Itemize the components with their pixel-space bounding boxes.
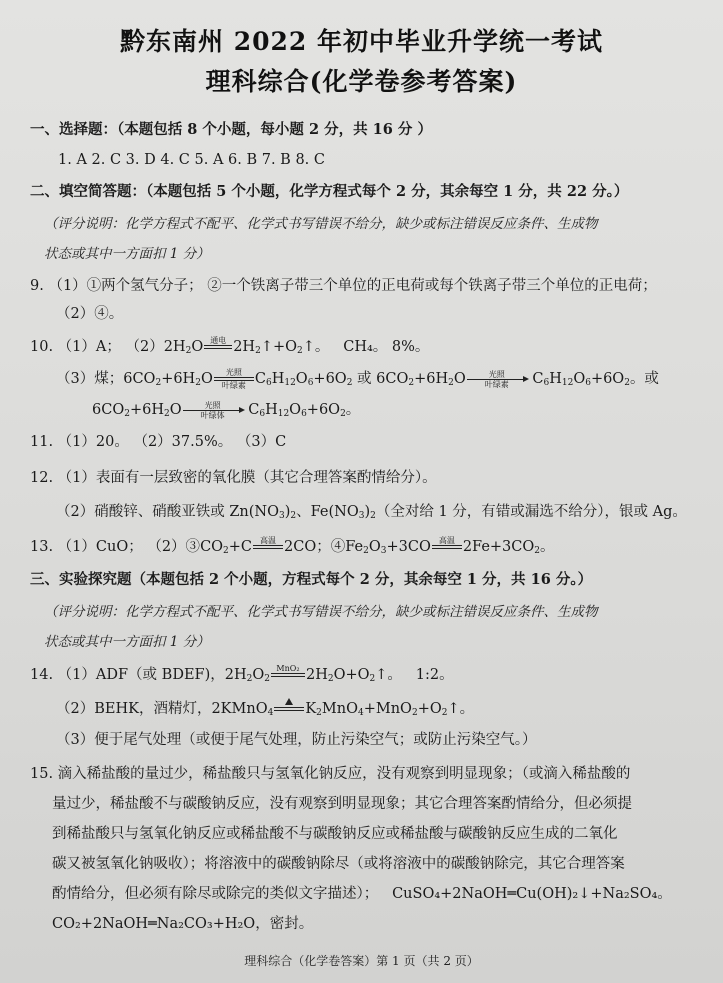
q11: 11. （1）20。 （2）37.5%。 （3）C [30,434,287,450]
exam-title: 黔东南州 2022 年初中毕业升学统一考试 [120,27,603,56]
section2-note-line1: （评分说明：化学方程式不配平、化学式书写错误不给分，缺少或标注错误反应条件、生成物 [44,216,598,232]
q12-part1: 12. （1）表面有一层致密的氧化膜（其它合理答案酌情给分）。 [30,470,437,486]
section2-note-line2: 状态或其中一方面扣 1 分） [44,246,210,262]
exam-subtitle: 理科综合(化学卷参考答案) [205,67,518,96]
q9-part1: 9. （1）①两个氢气分子； ②一个铁离子带三个单位的正电荷或每个铁离子带三个单位的正电荷； [30,278,657,294]
q10-part1-2: 10. （1）A； $(2)2H_2O$ 通电 $2H_2↑+O_2↑$。 CH₄。 8%。 [30,336,430,356]
heat-triangle-icon [285,698,293,705]
q14-part2: （2）BEHK，酒精灯，2KMnO$_4$ $K_2MnO_4+MnO_2+O_2↑$。 [56,698,474,720]
q13: 13. （1）CuO； $(2)③CO_2+C$ 高温 2CO；$④Fe_2O_3+3CO$ 高温 $2Fe+3CO_2$。 [30,536,555,556]
q14-part1: 14. （1）ADF（或 BDEF)，$2H_2O_2$ MnO₂ $2H_2O+O_2↑$。 1:2。 [30,664,454,684]
q15-line5: 酌情给分，但必须有除尽或除完的类似文字描述）； CuSO₄+2NaOH═Cu(OH)₂↓+Na₂SO₄。 [52,886,672,902]
page-footer: 理科综合（化学卷答案）第 1 页（共 2 页） [244,954,479,968]
section3-note-line1: （评分说明：化学方程式不配平、化学式书写错误不给分，缺少或标注错误反应条件、生成物 [44,604,598,620]
q10-part3-line1: （3）煤；$6CO_2+6H_2O$ 光照 叶绿素 $C_6H_{12}O_6+6O_2$ 或 $6CO_2+6H_2O$ 光照 叶绿素 $C_6H_{12}O_6+6O_2$。或 [56,368,659,390]
section2-heading: 二、填空简答题：（本题包括 5 个小题，化学方程式每个 2 分，其余每空 1 分，共 22 分。） [30,183,629,200]
section1-heading: 一、选择题：（本题包括 8 个小题，每小题 2 分，共 16 分 ） [30,121,432,138]
q15-line6: CO₂+2NaOH═Na₂CO₃+H₂O，密封。 [52,916,314,932]
q10-part3-line2: $6CO_2+6H_2O$ 光照 叶绿体 $C_6H_{12}O_6+6O_2$。 [92,400,361,420]
q9-part2: （2）④。 [56,306,124,322]
q12-part2: （2）硝酸锌、硝酸亚铁或 $Zn(NO_3)_2$、$Fe(NO_3)_2$（全对给 1 分，有错或漏选不给分），银或 Ag。 [56,504,687,521]
section1-answers: 1. A 2. C 3. D 4. C 5. A 6. B 7. B 8. C [58,152,325,168]
q14-part3: （3）便于尾气处理（或便于尾气处理，防止污染空气；或防止污染空气。） [56,732,537,748]
q15-line4: 碳又被氢氧化钠吸收）；将溶液中的碳酸钠除尽（或将溶液中的碳酸钠除完，其它合理答案 [52,856,625,872]
section3-note-line2: 状态或其中一方面扣 1 分） [44,634,210,650]
section3-heading: 三、实验探究题（本题包括 2 个小题，方程式每个 2 分，其余每空 1 分，共 16 分。） [30,571,593,588]
q15-line1: 15. 滴入稀盐酸的量过少，稀盐酸只与氢氧化钠反应，没有观察到明显现象；（或滴入稀盐酸的 [30,766,631,782]
q15-line2: 量过少，稀盐酸不与碳酸钠反应，没有观察到明显现象；其它合理答案酌情给分，但必须提 [52,796,632,812]
q15-line3: 到稀盐酸只与氢氧化钠反应或稀盐酸不与碳酸钠反应或稀盐酸与碳酸钠反应生成的二氧化 [52,826,618,842]
